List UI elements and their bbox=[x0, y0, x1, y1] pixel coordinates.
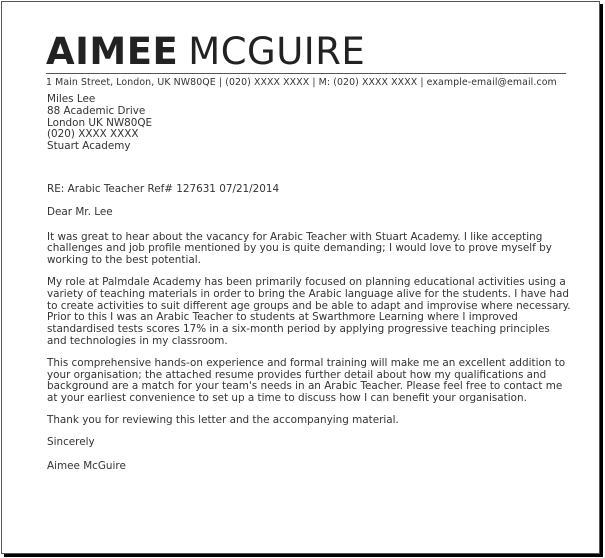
signature-name: Aimee McGuire bbox=[47, 459, 126, 472]
letter-paragraph: Thank you for reviewing this letter and the accompanying material. bbox=[47, 413, 399, 426]
recipient-organisation: Stuart Academy bbox=[47, 140, 131, 153]
sender-first-name: AIMEE bbox=[46, 30, 179, 73]
letter-greeting: Dear Mr. Lee bbox=[47, 205, 113, 218]
recipient-name: Miles Lee bbox=[47, 93, 96, 105]
recipient-street: 88 Academic Drive bbox=[47, 104, 146, 117]
letter-body bbox=[47, 94, 571, 472]
letter-paragraph: It was great to hear about the vacancy for Arabic Teacher with Stuart Academy. I like accepting challenges and job profile mentioned by you is quite demanding; I would love to prove myself by working to the best potential. bbox=[47, 230, 552, 267]
letter-page bbox=[1, 1, 600, 554]
letter-paragraph: This comprehensive hands-on experience and formal training will make me an excellent addition to your organisation; the attached resume provides further detail about how my qualifications and background are a match for your team's needs in an Arabic Teacher. Please feel free to contact me at your earliest convenience to set up a time to discuss how I can benefit your organisation. bbox=[47, 356, 566, 405]
sender-contact-line: 1 Main Street, London, UK NW80QE | (020) XXXX XXXX | M: (020) XXXX XXXX | example-email@email.com bbox=[46, 73, 566, 90]
letter-subject: RE: Arabic Teacher Ref# 127631 07/21/2014 bbox=[47, 182, 280, 195]
recipient-phone: (020) XXXX XXXX bbox=[47, 128, 139, 141]
sender-last-name: MCGUIRE bbox=[188, 30, 366, 73]
recipient-city: London UK NW80QE bbox=[47, 116, 153, 129]
letter-paragraph: My role at Palmdale Academy has been primarily focused on planning educational activities using a variety of teaching materials in order to bring the Arabic language alive for the students. I have had to create activities to suit different age groups and be able to adapt and improvise where necessary. Prior to this I was an Arabic Teacher to students at Swarthmore Learning where I improved standardised tests scores 17% in a six-month period by applying progressive teaching principles and technologies in my classroom. bbox=[47, 275, 571, 347]
letter-closing: Sincerely bbox=[47, 435, 95, 448]
letterhead bbox=[46, 32, 566, 90]
recipient-address bbox=[47, 94, 571, 153]
sender-name bbox=[46, 32, 566, 72]
